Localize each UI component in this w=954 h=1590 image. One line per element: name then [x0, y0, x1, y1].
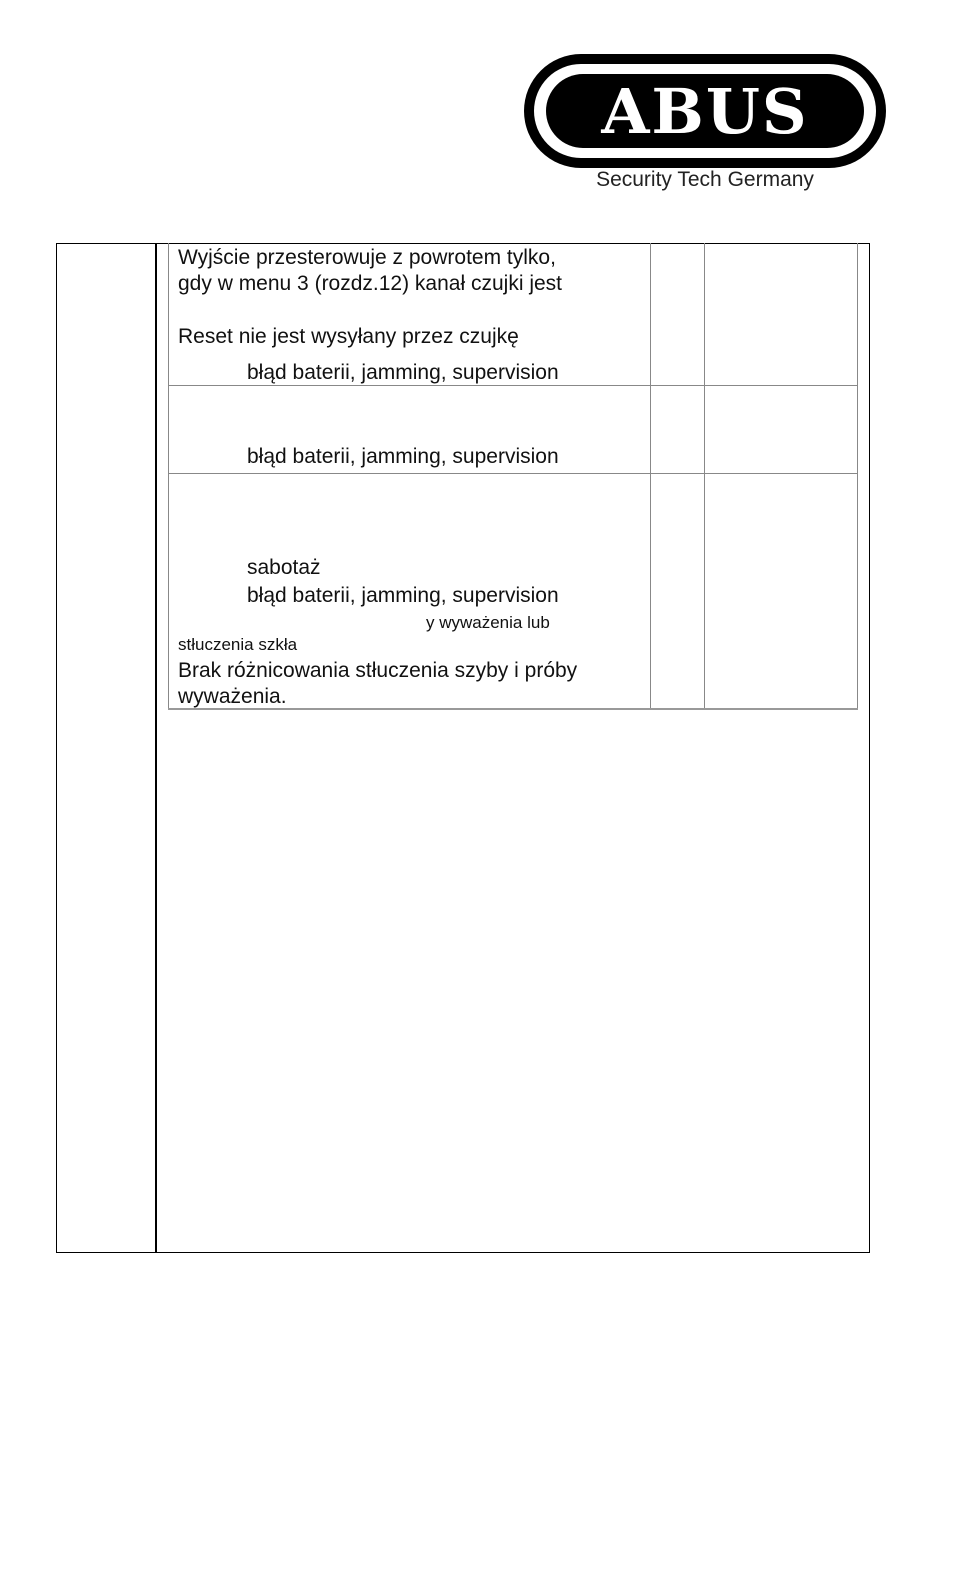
row3-text-line6: wyważenia. [178, 685, 287, 708]
row3-text-line3: y wyważenia lub [426, 613, 550, 632]
row3-text-line2: błąd baterii, jamming, supervision [247, 584, 559, 607]
row3-text-line1: sabotaż [247, 556, 321, 579]
row1-text-line1: Wyjście przesterowuje z powrotem tylko, [178, 246, 556, 269]
row1-text-line4: błąd baterii, jamming, supervision [247, 361, 559, 384]
inner-column-divider-2 [704, 243, 705, 710]
row3-text-line4: stłuczenia szkła [178, 635, 298, 654]
abus-logo [524, 54, 886, 196]
row3-text-line5: Brak różnicowania stłuczenia szyby i próby [178, 659, 578, 682]
inner-column-divider-1 [650, 243, 651, 710]
logo-tagline: Security Tech Germany [596, 168, 814, 191]
logo-brand-text: ABUS [601, 74, 809, 148]
outer-column-divider [155, 243, 157, 1253]
row1-text-line3: Reset nie jest wysyłany przez czujkę [178, 325, 519, 348]
row-divider-2 [168, 473, 858, 474]
row2-text-line1: błąd baterii, jamming, supervision [247, 445, 559, 468]
row1-text-line2: gdy w menu 3 (rozdz.12) kanał czujki jest [178, 272, 562, 295]
